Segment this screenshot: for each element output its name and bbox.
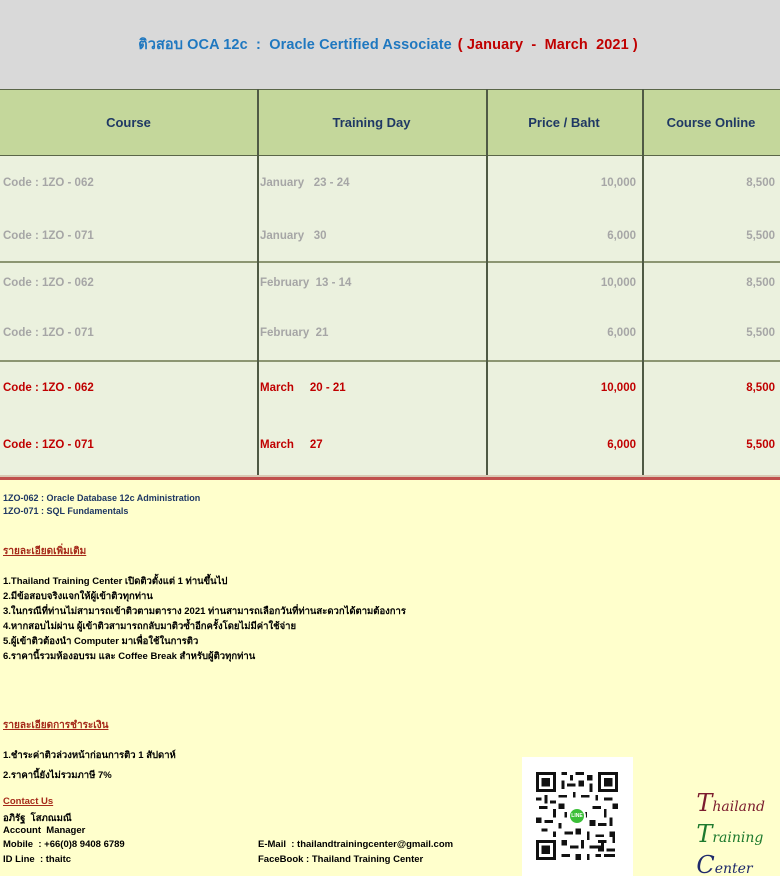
details-item: 5.ผู้เข้าติวต้องนำ Computer มาเพื่อใช้ในการติว <box>3 636 199 647</box>
cell-price: 6,000 <box>607 230 636 242</box>
cell-online: 8,500 <box>746 177 775 189</box>
page-title <box>0 0 780 89</box>
column-divider <box>486 89 488 478</box>
payment-item: 1.ชำระค่าติวล่วงหน้าก่อนการติว 1 สัปดาห์ <box>3 750 176 761</box>
cell-price: 10,000 <box>600 177 636 189</box>
cell-day: March 27 <box>260 439 323 451</box>
cell-course: Code : 1ZO - 071 <box>3 230 94 242</box>
header-course: Course <box>106 115 151 130</box>
details-item: 1.Thailand Training Center เปิดติวตั้งแต่ 1 ท่านขึ้นไป <box>3 576 228 587</box>
header-training-day: Training Day <box>332 115 411 130</box>
cell-price: 6,000 <box>607 327 636 339</box>
row-divider <box>0 360 780 362</box>
cell-course: Code : 1ZO - 071 <box>3 439 94 451</box>
contact-facebook: FaceBook : Thailand Training Center <box>258 854 424 865</box>
cell-day: January 23 - 24 <box>260 177 350 189</box>
cell-day: February 21 <box>260 327 329 339</box>
contact-name: อภิรัฐ โสภณมณี <box>3 813 72 824</box>
details-item: 4.หากสอบไม่ผ่าน ผู้เข้าติวสามารถกลับมาติวซ้ำอีกครั้งโดยไม่มีค่าใช้จ่าย <box>3 621 297 632</box>
payment-item: 2.ราคานี้ยังไม่รวมภาษี 7% <box>3 770 112 781</box>
title-main: ติวสอบ OCA 12c : Oracle Certified Associate <box>138 37 452 53</box>
cell-price: 6,000 <box>607 439 636 451</box>
header-course-online: Course Online <box>666 115 756 130</box>
details-item: 3.ในกรณีที่ท่านไม่สามารถเข้าติวตามตาราง 2021 ท่านสามารถเลือกวันที่ท่านสะดวกได้ตามต้องการ <box>3 606 406 617</box>
line-logo-icon: LINE <box>568 807 586 825</box>
cell-course: Code : 1ZO - 062 <box>3 382 94 394</box>
line-qr-code <box>522 757 633 876</box>
contact-heading: Contact Us <box>3 796 54 807</box>
details-item: 2.มีข้อสอบจริงแจกให้ผู้เข้าติวทุกท่าน <box>3 591 153 602</box>
table-header <box>0 89 780 156</box>
cell-price: 10,000 <box>600 382 636 394</box>
code-legend-071: 1ZO-071 : SQL Fundamentals <box>3 506 129 516</box>
cell-online: 5,500 <box>746 439 775 451</box>
header-price: Price / Baht <box>528 115 600 130</box>
contact-email: E-Mail : thailandtrainingcenter@gmail.com <box>258 839 454 850</box>
red-divider <box>0 477 780 480</box>
cell-course: Code : 1ZO - 062 <box>3 177 94 189</box>
details-item: 6.ราคานี้รวมห้องอบรม และ Coffee Break สำหรับผู้ติวทุกท่าน <box>3 651 256 662</box>
title-period: ( January - March 2021 ) <box>457 36 638 53</box>
logo-line-center: Center <box>696 851 753 876</box>
contact-line-id: ID Line : thaitc <box>3 854 72 865</box>
contact-role: Account Manager <box>3 825 86 836</box>
column-divider <box>257 89 259 478</box>
ttc-logo <box>676 770 766 876</box>
column-divider <box>642 89 644 478</box>
cell-day: March 20 - 21 <box>260 382 346 394</box>
row-divider <box>0 261 780 263</box>
payment-heading: รายละเอียดการชำระเงิน <box>3 720 109 731</box>
logo-line-training: Training <box>696 820 764 848</box>
cell-day: February 13 - 14 <box>260 277 352 289</box>
cell-online: 8,500 <box>746 382 775 394</box>
cell-course: Code : 1ZO - 071 <box>3 327 94 339</box>
cell-online: 5,500 <box>746 230 775 242</box>
contact-mobile: Mobile : +66(0)8 9408 6789 <box>3 839 125 850</box>
cell-price: 10,000 <box>600 277 636 289</box>
cell-day: January 30 <box>260 230 327 242</box>
cell-online: 5,500 <box>746 327 775 339</box>
cell-online: 8,500 <box>746 277 775 289</box>
logo-line-thailand: Thailand <box>696 789 766 817</box>
cell-course: Code : 1ZO - 062 <box>3 277 94 289</box>
details-heading: รายละเอียดเพิ่มเติม <box>3 546 87 557</box>
table-body <box>0 156 780 478</box>
code-legend-062: 1ZO-062 : Oracle Database 12c Administration <box>3 493 201 503</box>
